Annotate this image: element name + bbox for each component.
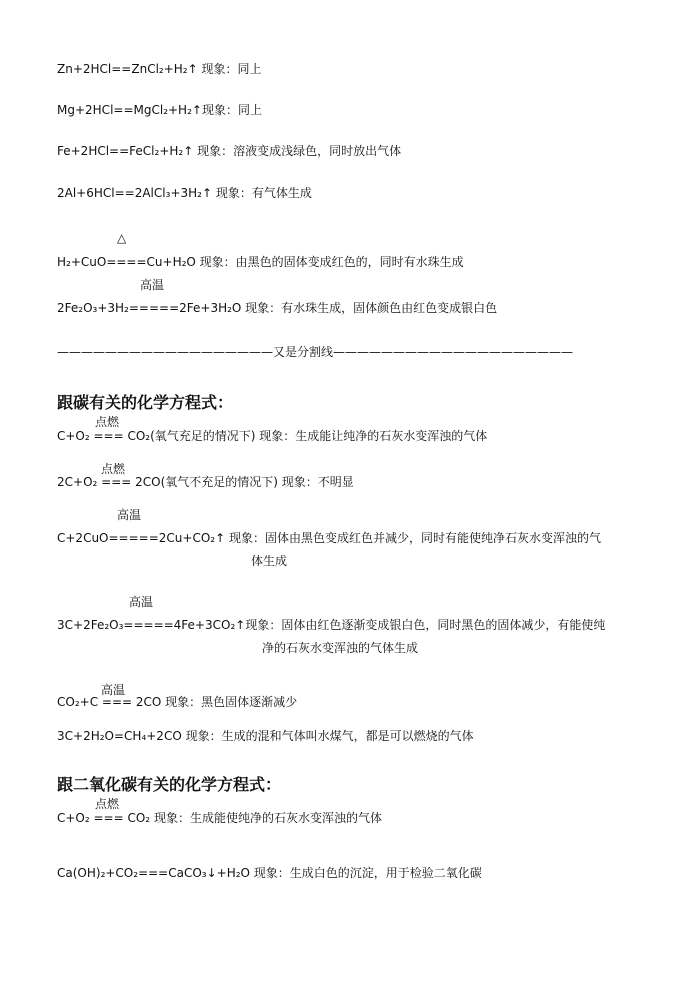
equation: 2Fe₂O₃+3H₂=====2Fe+3H₂O: [57, 301, 242, 315]
equation: C+O₂ === CO₂: [57, 811, 151, 825]
equation: Ca(OH)₂+CO₂===CaCO₃↓+H₂O: [57, 866, 250, 880]
phenomenon: (氧气不充足的情况下) 现象：不明显: [160, 475, 354, 489]
equation-line: [57, 185, 312, 201]
equation-line: [57, 143, 401, 159]
equation: 2Al+6HCl==2AlCl₃+3H₂↑: [57, 186, 212, 200]
phenomenon: 现象：有水珠生成，固体颜色由红色变成银白色: [241, 301, 498, 315]
equation-line: [57, 254, 464, 270]
equation-line: [57, 61, 261, 77]
equation-line: [57, 810, 382, 826]
equation: Zn+2HCl==ZnCl₂+H₂↑: [57, 62, 198, 76]
equation: H₂+CuO====Cu+H₂O: [57, 255, 196, 269]
phenomenon: 现象：生成能使纯净的石灰水变浑浊的气体: [150, 811, 382, 825]
equation: 2C+O₂ === 2CO: [57, 475, 161, 489]
section-divider: ——————————————————又是分割线————————————————————: [57, 345, 574, 359]
equation: Mg+2HCl==MgCl₂+H₂↑: [57, 103, 202, 117]
equation-line: [57, 428, 487, 444]
equation: CO₂+C === 2CO: [57, 695, 162, 709]
equation-line: [57, 102, 262, 118]
equation: Fe+2HCl==FeCl₂+H₂↑: [57, 144, 194, 158]
section-heading: 跟碳有关的化学方程式：: [57, 393, 234, 412]
phenomenon: 现象：同上: [201, 103, 262, 117]
phenomenon: 现象：由黑色的固体变成红色的，同时有水珠生成: [195, 255, 464, 269]
section-heading: 跟二氧化碳有关的化学方程式：: [57, 775, 282, 794]
equation-line: [57, 617, 605, 633]
equation-line: [57, 694, 297, 710]
equation-line: [57, 300, 497, 316]
reaction-condition: 高温: [101, 683, 126, 697]
phenomenon: 现象：固体由红色逐渐变成银白色，同时黑色的固体减少，有能使纯: [245, 618, 606, 632]
equation-line: [57, 865, 482, 881]
equation: 3C+2Fe₂O₃=====4Fe+3CO₂↑: [57, 618, 246, 632]
equation-line: [57, 530, 601, 546]
reaction-condition: 高温: [117, 508, 142, 522]
phenomenon-continuation: 净的石灰水变浑浊的气体生成: [262, 641, 419, 655]
phenomenon: 现象：黑色固体逐渐减少: [161, 695, 298, 709]
equation: 3C+2H₂O=CH₄+2CO: [57, 729, 182, 743]
reaction-condition: 高温: [140, 278, 165, 292]
reaction-condition: △: [117, 231, 127, 245]
equation-line: [57, 728, 474, 744]
phenomenon: 现象：生成白色的沉淀，用于检验二氧化碳: [249, 866, 482, 880]
equation: C+2CuO=====2Cu+CO₂↑: [57, 531, 226, 545]
phenomenon: 现象：同上: [197, 62, 262, 76]
phenomenon: 现象：固体由黑色变成红色并减少，同时有能使纯净石灰水变浑浊的气: [225, 531, 601, 545]
equation: C+O₂ === CO₂: [57, 429, 151, 443]
reaction-condition: 高温: [129, 595, 154, 609]
phenomenon: (氧气充足的情况下) 现象：生成能让纯净的石灰水变浑浊的气体: [150, 429, 488, 443]
reaction-condition: 点燃: [101, 462, 126, 476]
reaction-condition: 点燃: [95, 797, 120, 811]
reaction-condition: 点燃: [95, 415, 120, 429]
phenomenon: 现象：有气体生成: [212, 186, 312, 200]
phenomenon-continuation: 体生成: [251, 554, 288, 568]
phenomenon: 现象：溶液变成浅绿色，同时放出气体: [193, 144, 402, 158]
equation-line: [57, 474, 354, 490]
phenomenon: 现象：生成的混和气体叫水煤气，都是可以燃烧的气体: [181, 729, 474, 743]
